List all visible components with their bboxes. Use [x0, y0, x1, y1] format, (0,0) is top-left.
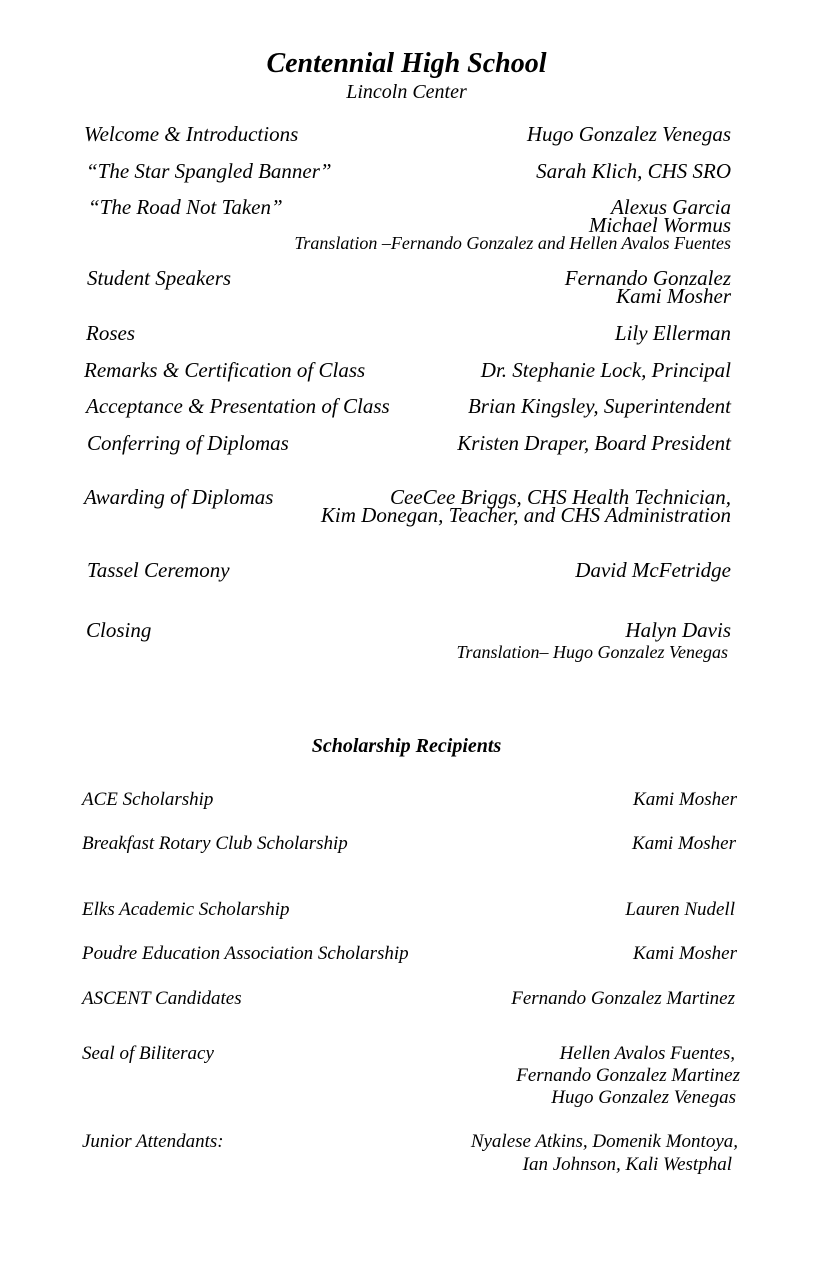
page-subtitle: Lincoln Center	[346, 81, 467, 103]
scholarship-name: ACE Scholarship	[82, 789, 214, 810]
scholarship-recipient: Kami Mosher	[632, 833, 736, 854]
program-name: Kristen Draper, Board President	[457, 431, 731, 455]
program-item: “The Road Not Taken”	[88, 195, 283, 219]
program-name: Alexus Garcia	[611, 195, 731, 219]
scholarship-name: ASCENT Candidates	[82, 988, 242, 1009]
program-name: Fernando Gonzalez	[564, 266, 731, 290]
program-name: Sarah Klich, CHS SRO	[536, 159, 731, 183]
program-name: Brian Kingsley, Superintendent	[467, 394, 731, 418]
program-item: Acceptance & Presentation of Class	[86, 394, 390, 418]
scholarship-recipient: Fernando Gonzalez Martinez	[511, 988, 735, 1009]
program-name: Kim Donegan, Teacher, and CHS Administration	[320, 503, 731, 527]
scholarship-name: Elks Academic Scholarship	[82, 899, 290, 920]
scholarship-recipient: Nyalese Atkins, Domenik Montoya,	[470, 1131, 738, 1152]
program-name: Dr. Stephanie Lock, Principal	[480, 358, 731, 382]
program-item: “The Star Spangled Banner”	[86, 159, 332, 183]
program-name: Halyn Davis	[625, 618, 731, 642]
scholarship-name: Junior Attendants:	[82, 1131, 224, 1152]
scholarship-recipient: Hellen Avalos Fuentes,	[559, 1043, 735, 1064]
scholarship-name: Poudre Education Association Scholarship	[82, 943, 409, 964]
scholarship-name: Seal of Biliteracy	[82, 1043, 214, 1064]
program-item: Closing	[86, 618, 152, 642]
program-item: Roses	[86, 321, 135, 345]
scholarship-recipient: Kami Mosher	[633, 943, 737, 964]
program-name: CeeCee Briggs, CHS Health Technician,	[389, 485, 731, 509]
program-item: Remarks & Certification of Class	[84, 358, 366, 382]
program-translation: Translation– Hugo Gonzalez Venegas	[456, 642, 728, 662]
program-name: David McFetridge	[575, 558, 731, 582]
program-item: Tassel Ceremony	[87, 558, 230, 582]
scholarship-recipient: Ian Johnson, Kali Westphal	[522, 1154, 732, 1175]
program-item: Student Speakers	[87, 266, 232, 290]
page-title: Centennial High School	[266, 48, 547, 79]
program-item: Awarding of Diplomas	[84, 485, 274, 509]
program-item: Welcome & Introductions	[84, 122, 299, 146]
program-name: Kami Mosher	[616, 284, 731, 308]
scholarship-recipient: Lauren Nudell	[625, 899, 735, 920]
program-name: Lily Ellerman	[614, 321, 731, 345]
scholarship-name: Breakfast Rotary Club Scholarship	[82, 833, 348, 854]
program-name: Hugo Gonzalez Venegas	[526, 122, 731, 146]
scholarship-recipient: Kami Mosher	[633, 789, 737, 810]
program-translation: Translation –Fernando Gonzalez and Hellen Avalos Fuentes	[294, 233, 731, 253]
scholarship-heading: Scholarship Recipients	[311, 735, 502, 757]
program-item: Conferring of Diplomas	[87, 431, 289, 455]
program-name: Michael Wormus	[588, 213, 731, 237]
scholarship-recipient: Hugo Gonzalez Venegas	[551, 1087, 736, 1108]
scholarship-recipient: Fernando Gonzalez Martinez	[516, 1065, 740, 1086]
